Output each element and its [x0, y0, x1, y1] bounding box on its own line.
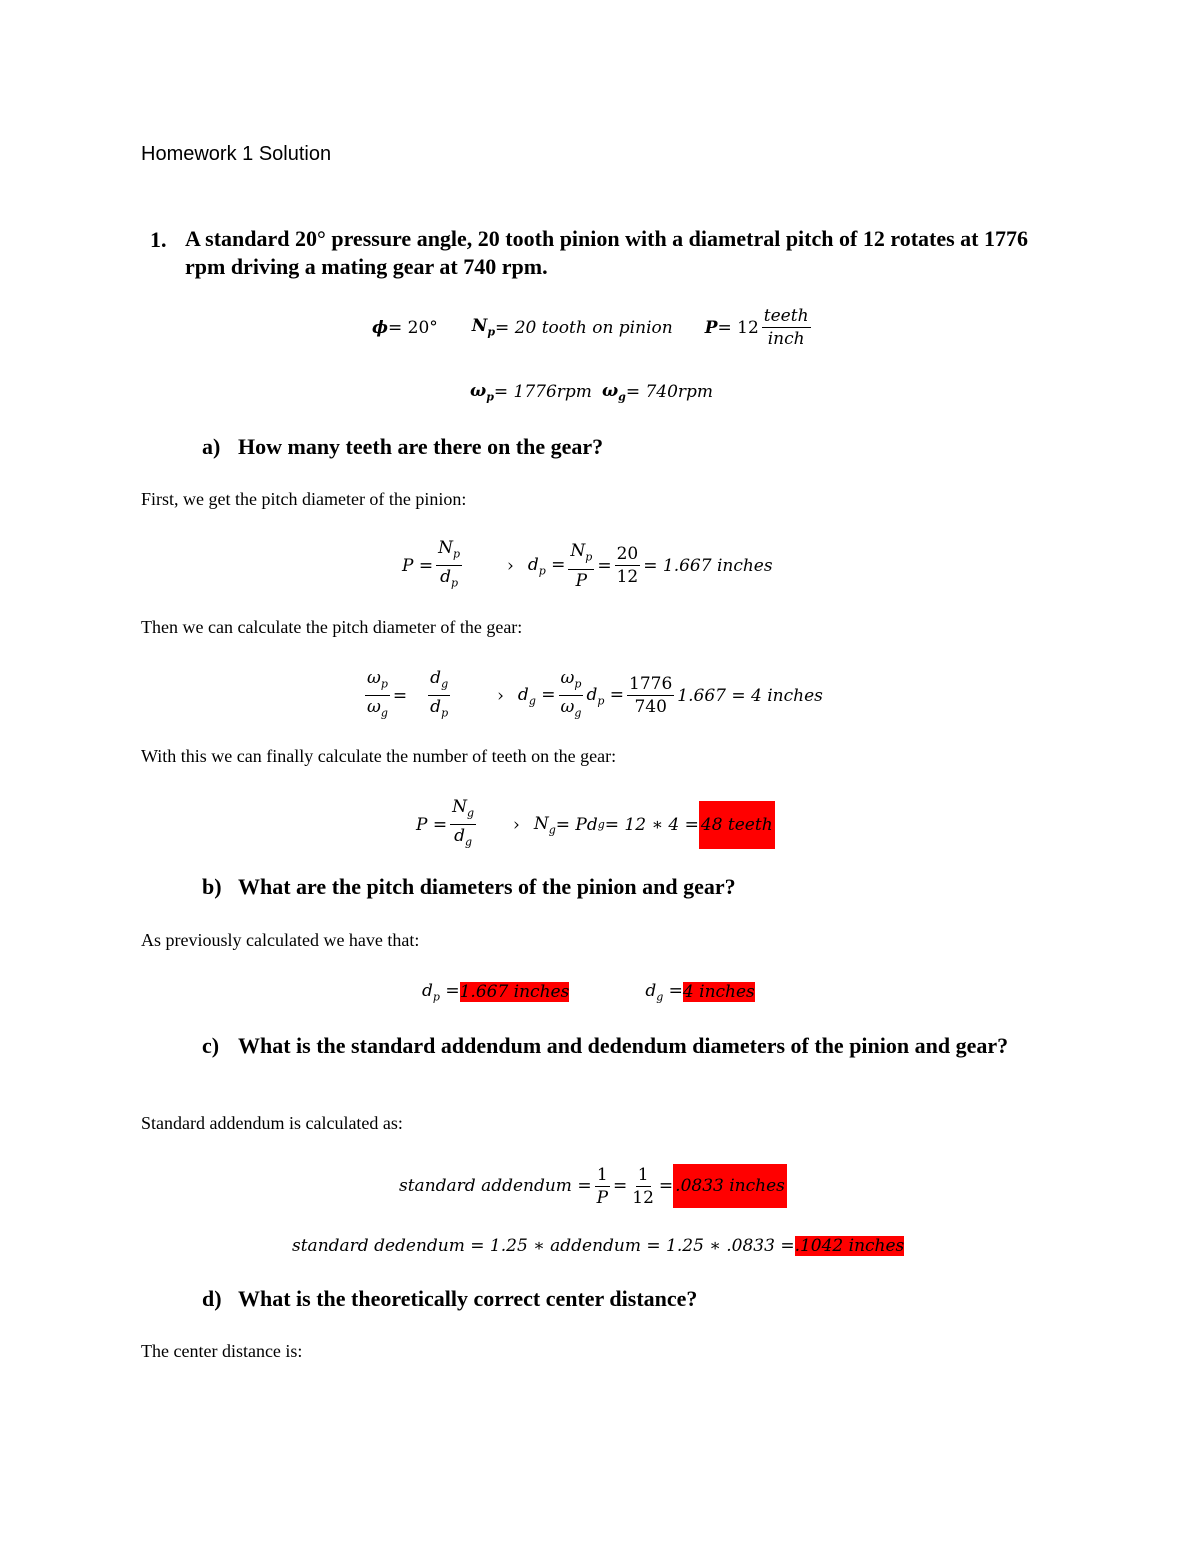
- wg-value: = 740rpm: [625, 382, 714, 403]
- p-value: = 12: [717, 317, 759, 338]
- part-a-question: a) How many teeth are there on the gear?: [202, 434, 604, 459]
- phi-symbol: ϕ: [372, 317, 389, 338]
- equation-addendum: standard addendum = $\frac{1}{P}$ = $\frac{1}{12}$ = .0833 inches: [399, 1164, 785, 1208]
- equation-gear-teeth: P = $\frac{N_g}{d_g}$ › $N_g$ = Pd g = 12 ∗ 4 = 48 teeth: [416, 797, 773, 849]
- np-value: = 20 tooth on pinion: [495, 317, 673, 338]
- equation-pitch-diameters: $d_p$ = 1.667 inches $d_g$ = 4 inches: [422, 981, 755, 1004]
- phi-value: = 20°: [388, 317, 438, 338]
- part-d-text: The center distance is:: [141, 1341, 303, 1361]
- answer-dg: 4 inches: [682, 982, 755, 1003]
- part-a-text-2: Then we can calculate the pitch diameter of the gear:: [141, 617, 523, 637]
- np-symbol: $N_p$: [471, 316, 496, 339]
- answer-gear-teeth: 48 teeth: [699, 801, 775, 849]
- problem-number: 1.: [150, 227, 167, 252]
- part-b-question: b) What are the pitch diameters of the pinion and gear?: [202, 874, 736, 899]
- problem-statement: A standard 20° pressure angle, 20 tooth pinion with a diametral pitch of 12 rotates at 1776 rpm driving a mating gear at 740 rpm.: [185, 226, 1028, 279]
- answer-dp: 1.667 inches: [459, 982, 570, 1003]
- givens-row-1: [372, 306, 814, 349]
- part-a-text-3: With this we can finally calculate the number of teeth on the gear:: [141, 746, 617, 766]
- wg-symbol: $\omega_g$: [601, 381, 626, 404]
- part-b-text: As previously calculated we have that:: [141, 930, 420, 950]
- p-symbol: P: [704, 317, 718, 338]
- equation-dedendum: standard dedendum = 1.25 ∗ addendum = 1.25 ∗ .0833 = .1042 inches: [292, 1236, 905, 1256]
- wp-value: = 1776rpm: [493, 382, 592, 403]
- part-c-question: c) What is the standard addendum and dedendum diameters of the pinion and gear?: [202, 1033, 1009, 1058]
- equation-pinion-diameter: P = $\frac{N_p}{d_p}$ › $d_p$ = $\frac{N_p}{P}$ = $\frac{20}{12}$ = 1.667 inches: [402, 538, 773, 591]
- p-unit-fraction: $\frac{\text{teeth}}{\text{inch}}$: [763, 306, 809, 349]
- answer-dedendum: .1042 inches: [794, 1236, 905, 1256]
- equation-gear-diameter: $\frac{\omega_p}{\omega_g}$ = $\frac{d_g}{d_p}$ › $d_g$ = $\frac{\omega_p}{\omega_g}$ $d_p$ = $\frac{1776}{740}$ 1.667 = 4 inches: [367, 668, 823, 720]
- wp-symbol: $\omega_p$: [470, 381, 494, 404]
- arrow: ›: [507, 555, 514, 576]
- givens-row-2: [470, 381, 713, 403]
- page-title: Homework 1 Solution: [141, 143, 332, 165]
- part-a-text-1: First, we get the pitch diameter of the pinion:: [141, 489, 467, 509]
- part-c-text: Standard addendum is calculated as:: [141, 1113, 403, 1133]
- answer-addendum: .0833 inches: [673, 1164, 787, 1208]
- part-d-question: d) What is the theoretically correct center distance?: [202, 1286, 698, 1311]
